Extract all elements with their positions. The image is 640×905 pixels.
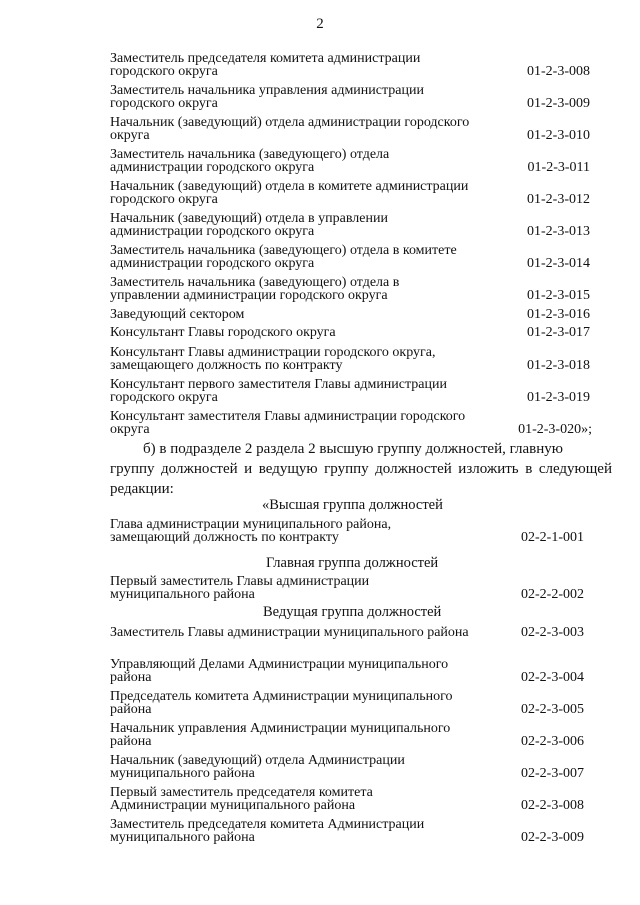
position-name: Начальник управления Администрации муниципального района [110,721,451,749]
position-name: Консультант Главы городского округа [110,325,336,340]
position-code: 02-2-3-007 [521,766,584,781]
paragraph-rest: группу должностей и ведущую группу должностей изложить в следующей редакции: [110,461,612,497]
position-entry [110,754,590,780]
position-name: Консультант первого заместителя Главы администрации городского округа [110,377,447,405]
paragraph-first-line: б) в подразделе 2 раздела 2 высшую группу должностей, главную [143,441,563,457]
group-heading-main: Главная группа должностей [266,555,439,571]
position-entry [110,722,590,748]
position-name: Заместитель Главы администрации муниципального района [110,625,469,640]
position-code: 02-2-3-004 [521,670,584,685]
position-code: 02-2-1-001 [521,530,584,545]
position-code: 01-2-3-019 [527,390,590,405]
position-name: Первый заместитель Главы администрации муниципального района [110,574,370,602]
position-code: 01-2-3-015 [527,288,590,303]
position-entry [110,410,590,436]
position-code: 01-2-3-020»; [518,422,592,437]
position-name: Заместитель председателя комитета Администрации муниципального района [110,817,425,845]
position-code: 02-2-2-002 [521,587,584,602]
position-entry [110,116,590,142]
position-entry [110,148,590,174]
position-code: 01-2-3-016 [527,307,590,322]
position-entry [110,690,590,716]
position-entry [110,575,590,601]
position-name: Первый заместитель председателя комитета Администрации муниципального района [110,785,373,813]
position-name: Консультант заместителя Главы администрации городского округа [110,409,466,437]
position-name: Начальник (заведующий) отдела в управлении администрации городского округа [110,211,388,239]
position-entry [110,326,590,339]
amendment-paragraph [110,439,612,499]
position-code: 01-2-3-011 [527,160,590,175]
position-name: Начальник (заведующий) отдела в комитете администрации городского округа [110,179,469,207]
position-name: Начальник (заведующий) отдела администрации городского округа [110,115,470,143]
position-name: Заместитель начальника управления администрации городского округа [110,83,424,111]
position-name: Председатель комитета Администрации муниципального района [110,689,453,717]
position-code: 02-2-3-008 [521,798,584,813]
position-code: 01-2-3-010 [527,128,590,143]
position-name: Заместитель начальника (заведующего) отдела в управлении администрации городского округа [110,275,400,303]
position-code: 02-2-3-003 [521,625,584,640]
position-entry [110,346,590,372]
position-code: 01-2-3-017 [527,325,590,340]
position-code: 02-2-3-006 [521,734,584,749]
position-name: Консультант Главы администрации городского округа, замещающего должность по контракту [110,345,436,373]
position-entry [110,180,590,206]
position-entry [110,52,590,78]
position-code: 01-2-3-014 [527,256,590,271]
position-code: 02-2-3-009 [521,830,584,845]
position-code: 02-2-3-005 [521,702,584,717]
position-entry [110,658,590,684]
position-code: 01-2-3-013 [527,224,590,239]
position-entry [110,276,590,302]
position-name: Начальник (заведующий) отдела Администрации муниципального района [110,753,405,781]
position-code: 01-2-3-009 [527,96,590,111]
position-entry [110,518,590,544]
position-name: Заместитель председателя комитета администрации городского округа [110,51,421,79]
position-entry [110,818,590,844]
position-code: 01-2-3-012 [527,192,590,207]
group-heading-leading: Ведущая группа должностей [263,604,442,620]
position-name: Управляющий Делами Администрации муниципального района [110,657,449,685]
position-entry [110,378,590,404]
position-code: 01-2-3-018 [527,358,590,373]
position-entry [110,626,590,639]
position-name: Заместитель начальника (заведующего) отдела администрации городского округа [110,147,390,175]
position-entry [110,308,590,321]
page-number: 2 [316,16,324,32]
position-entry [110,84,590,110]
position-name: Заместитель начальника (заведующего) отдела в комитете администрации городского округа [110,243,457,271]
position-name: Глава администрации муниципального района, замещающий должность по контракту [110,517,392,545]
group-heading-highest: «Высшая группа должностей [262,497,443,513]
position-code: 01-2-3-008 [527,64,590,79]
position-entry [110,786,590,812]
position-name: Заведующий сектором [110,307,245,322]
position-entry [110,244,590,270]
position-entry [110,212,590,238]
